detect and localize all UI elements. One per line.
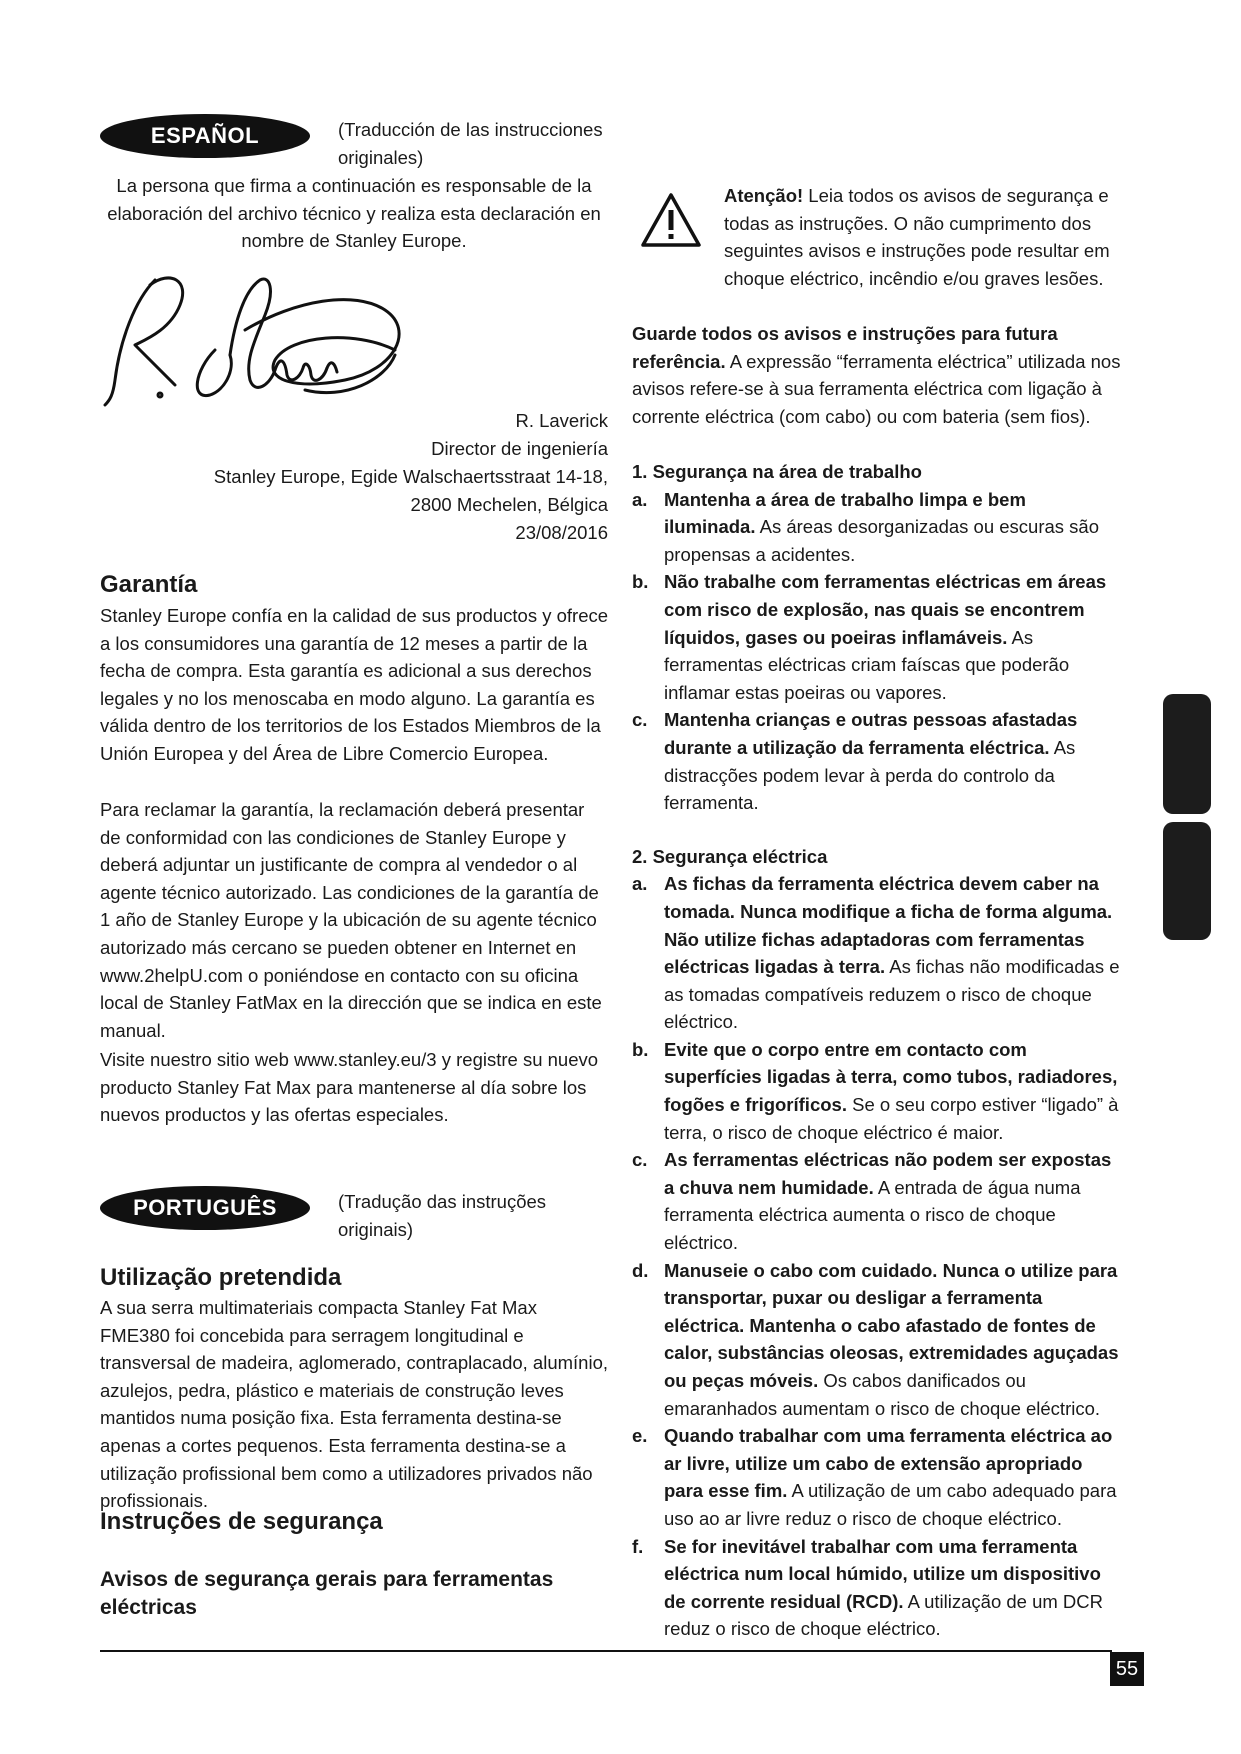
section-2-item-a (632, 870, 1122, 1036)
general-warnings-heading: Avisos de segurança gerais para ferramentas eléctricas (100, 1568, 554, 1619)
section-2-item-b (632, 1036, 1122, 1146)
signature-image (95, 260, 415, 420)
section-1-item-a (632, 486, 1122, 569)
warning-bold-label: Atenção! (724, 185, 804, 206)
item-label: e. (632, 1425, 648, 1447)
item-text: A utilização de um cabo adequado para uso ao ar livre reduz o risco de choque eléctrico. (664, 1480, 1117, 1529)
item-text: Se o seu corpo estiver “ligado” à terra, o risco de choque eléctrico é maior. (664, 1094, 1119, 1143)
item-text: As distracções podem levar à perda do controlo da ferramenta. (664, 736, 1076, 814)
signatory-address-line2: 2800 Mechelen, Bélgica (410, 494, 608, 515)
item-label: d. (632, 1259, 649, 1281)
item-label: f. (632, 1535, 644, 1557)
item-text: As áreas desorganizadas ou escuras são propensas a acidentes. (664, 516, 1099, 565)
item-bold: As fichas da ferramenta eléctrica devem caber na tomada. Nunca modifique a ficha de forma alguma. Não utilize fichas adaptadoras com ferramentas eléctricas ligadas à terra. (664, 873, 1113, 978)
section-2-title: 2. Segurança eléctrica (632, 845, 828, 867)
keep-warnings-block (632, 320, 1122, 430)
item-bold: As ferramentas eléctricas não podem ser expostas a chuva nem humidade. (664, 1149, 1112, 1198)
warranty-heading: Garantía (100, 571, 198, 598)
section-1-item-b (632, 568, 1122, 706)
section-2-item-f (632, 1533, 1122, 1643)
page-number: 55 (1110, 1652, 1144, 1686)
item-label: b. (632, 571, 649, 593)
intended-use-heading: Utilização pretendida (100, 1264, 342, 1291)
warning-text: Leia todos os avisos de segurança e todas as instruções. O não cumprimento dos seguintes avisos e instruções pode resultar em choque eléctrico, incêndio e/ou graves lesões. (724, 185, 1110, 289)
item-label: c. (632, 709, 648, 731)
item-bold: Não trabalhe com ferramentas eléctricas em áreas com risco de explosão, nas quais se encontrem líquidos, gases ou poeiras inflamáveis. (664, 571, 1107, 648)
item-bold: Se for inevitável trabalhar com uma ferramenta eléctrica num local húmido, utilize um dispositivo de corrente residual (RCD). (664, 1535, 1101, 1612)
item-text: Os cabos danificados ou emaranhados aumentam o risco de choque eléctrico. (664, 1370, 1101, 1419)
item-bold: Manuseie o cabo com cuidado. Nunca o utilize para transportar, puxar ou desligar a ferramenta eléctrica. Mantenha o cabo afastado de fontes de calor, substâncias oleosas, extremidades aguçadas ou peças móveis. (664, 1259, 1119, 1391)
warning-block (724, 182, 1114, 292)
section-1-title: 1. Segurança na área de trabalho (632, 461, 922, 482)
espanol-declaration: La persona que firma a continuación es responsable de la elaboración del archivo técnico y realiza esta declaración en nombre de Stanley Europe. (107, 175, 601, 252)
safety-instructions-heading: Instruções de segurança (100, 1508, 383, 1535)
side-tab-upper (1163, 694, 1211, 814)
declaration-date: 23/08/2016 (515, 522, 608, 543)
item-text: As ferramentas eléctricas criam faíscas que poderão inflamar estas poeiras ou vapores. (664, 626, 1070, 703)
espanol-subtitle: (Traducción de las instrucciones originales) (338, 119, 603, 168)
warning-triangle-icon (640, 192, 702, 248)
portugues-subtitle: (Tradução das instruções originais) (338, 1191, 547, 1240)
warranty-paragraph-3: Visite nuestro sitio web www.stanley.eu/3 y registre su nuevo producto Stanley Fat Max para mantenerse al día sobre los nuevos productos y las ofertas especiales. (100, 1049, 599, 1126)
section-2-item-d (632, 1257, 1122, 1423)
side-tab-lower (1163, 822, 1211, 940)
keep-warnings-text: A expressão “ferramenta eléctrica” utilizada nos avisos refere-se à sua ferramenta eléctrica com ligação à corrente eléctrica (com cabo) ou com bateria (sem fios). (632, 350, 1121, 427)
item-bold: Quando trabalhar com uma ferramenta eléctrica ao ar livre, utilize um cabo de extensão apropriado para esse fim. (664, 1425, 1113, 1502)
item-text: A entrada de água numa ferramenta eléctrica aumenta o risco de choque eléctrico. (664, 1176, 1081, 1254)
keep-warnings-bold: Guarde todos os avisos e instruções para futura referência. (632, 323, 1058, 372)
item-label: a. (632, 488, 648, 510)
footer-rule (100, 1650, 1112, 1652)
section-2-item-e (632, 1422, 1122, 1532)
item-text: As fichas não modificadas e as tomadas compatíveis reduzem o risco de choque eléctrico. (664, 956, 1120, 1033)
signatory-name: R. Laverick (515, 410, 608, 431)
right-column-sections (632, 458, 1122, 1643)
espanol-language-badge: ESPAÑOL (100, 114, 310, 158)
item-label: c. (632, 1149, 648, 1171)
section-2-item-c (632, 1146, 1122, 1256)
warranty-paragraph-2: Para reclamar la garantía, la reclamación deberá presentar de conformidad con las condiciones de Stanley Europe y deberá adjuntar un justificante de compra al vendedor o al agente técnico autorizado. Las condiciones de la garantía de 1 año de Stanley Europe y la ubicación de su agente técnico autorizado más cercano se pueden obtener en Internet en www.2helpU.com o poniéndose en contacto con su oficina local de Stanley FatMax en la dirección que se indica en este manual. (100, 799, 602, 1041)
item-bold: Mantenha crianças e outras pessoas afastadas durante a utilização da ferramenta eléctrica. (664, 709, 1078, 758)
intended-use-text: A sua serra multimateriais compacta Stanley Fat Max FME380 foi concebida para serragem longitudinal e transversal de madeira, aglomerado, contraplacado, alumínio, azulejos, pedra, plástico e materiais de construção leves mantidos numa posição fixa. Esta ferramenta destina-se apenas a cortes pequenos. Esta ferramenta destina-se a utilização profissional bem como a utilizadores privados não profissionais. (100, 1297, 609, 1512)
signatory-role: Director de ingeniería (431, 438, 608, 459)
section-1-item-c (632, 706, 1122, 816)
item-label: a. (632, 873, 648, 895)
item-text: A utilização de um DCR reduz o risco de choque eléctrico. (664, 1590, 1104, 1640)
item-bold: Mantenha a área de trabalho limpa e bem iluminada. (664, 488, 1026, 538)
item-bold: Evite que o corpo entre em contacto com superfícies ligadas à terra, como tubos, radiadores, fogões e frigoríficos. (664, 1038, 1118, 1116)
portugues-language-badge: PORTUGUÊS (100, 1186, 310, 1230)
item-label: b. (632, 1038, 649, 1060)
signatory-address-line1: Stanley Europe, Egide Walschaertsstraat 14-18, (213, 466, 608, 487)
warranty-paragraph-1: Stanley Europe confía en la calidad de sus productos y ofrece a los consumidores una garantía de 12 meses a partir de la fecha de compra. Esta garantía es adicional a sus derechos legales y no los menoscaba en modo alguno. La garantía es válida dentro de los territorios de los Estados Miembros de la Unión Europea y del Área de Libre Comercio Europea. (100, 605, 609, 764)
